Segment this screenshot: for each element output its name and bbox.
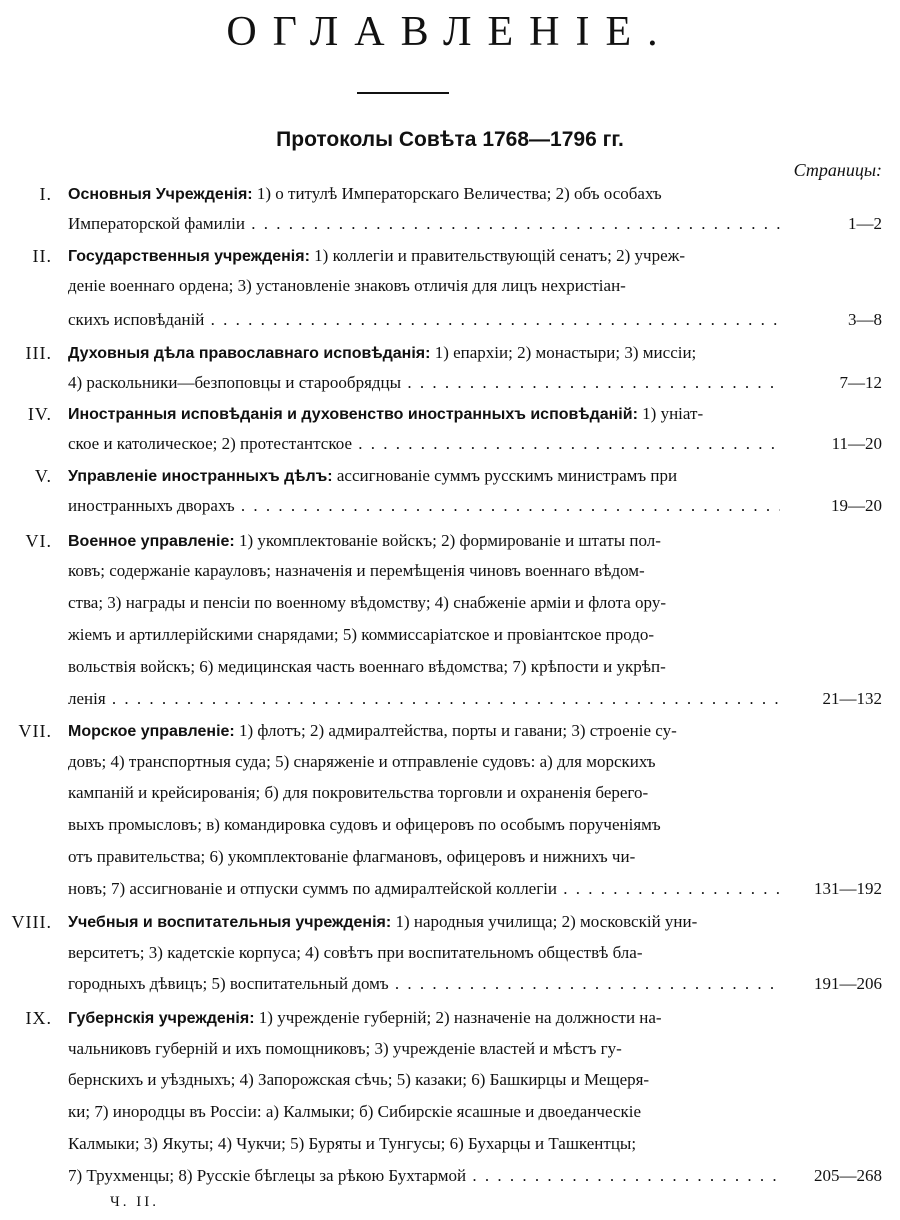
entry-heading: Военное управленіе:: [68, 533, 235, 550]
pages-column-header: Страницы:: [793, 160, 882, 180]
entry-line: ковъ; содержаніе карауловъ; назначенія и перемѣщенія чиновъ военнаго вѣдом-: [68, 561, 645, 580]
entry-line: скихъ исповѣданій . . .: [68, 307, 780, 333]
entry-pages: 205—268: [814, 1166, 882, 1185]
entry-line: верситетъ; 3) кадетскіе корпуса; 4) совѣтъ при воспитательномъ обществѣ бла-: [68, 943, 643, 962]
entry-numeral: I.: [39, 184, 52, 204]
entry-heading: Основныя Учрежденія:: [68, 186, 253, 203]
entry-text: 1) учрежденіе губерній; 2) назначеніе на должности на-: [258, 1008, 662, 1027]
entry-text: 1) епархіи; 2) монастыри; 3) миссіи;: [434, 343, 697, 362]
entry-numeral: IX.: [25, 1008, 52, 1028]
signature-mark: Ч. II.: [110, 1194, 159, 1210]
entry-line: новъ; 7) ассигнованіе и отпуски суммъ по адмиралтейской коллегіи . . .: [68, 876, 780, 902]
entry-text: 1) коллегіи и правительствующій сенатъ; 2) учреж-: [314, 246, 686, 265]
entry-heading: Морское управленіе:: [68, 723, 235, 740]
entry-pages: 11—20: [831, 434, 882, 453]
section-subtitle: Протоколы Совѣта 1768—1796 гг.: [276, 128, 624, 151]
entry-line: выхъ промысловъ; в) командировка судовъ и офицеровъ по особымъ порученіямъ: [68, 815, 661, 834]
entry-text: 1) уніат-: [642, 404, 704, 423]
entry-heading: Учебныя и воспитательныя учрежденія:: [68, 914, 392, 931]
entry-pages: 21—132: [822, 689, 882, 708]
entry-line: ленія . . .: [68, 686, 780, 712]
entry-line: 4) раскольники—безпоповцы и старообрядцы . . .: [68, 370, 780, 396]
entry-line: [68, 528, 661, 554]
entry-line: вольствія войскъ; 6) медицинская часть военнаго вѣдомства; 7) крѣпости и укрѣп-: [68, 657, 666, 676]
entry-line: [68, 1005, 662, 1031]
entry-heading: Управленіе иностранныхъ дѣлъ:: [68, 468, 333, 485]
entry-line: отъ правительства; 6) укомплектованіе флагмановъ, офицеровъ и нижнихъ чи-: [68, 847, 636, 866]
entry-line: [68, 181, 662, 207]
entry-numeral: II.: [32, 246, 52, 266]
entry-numeral: VIII.: [11, 912, 52, 932]
entry-line: иностранныхъ дворахъ . . .: [68, 493, 780, 519]
entry-line: Императорской фамиліи . . .: [68, 211, 780, 237]
entry-text: ассигнованіе суммъ русскимъ министрамъ при: [336, 466, 678, 485]
entry-line: деніе военнаго ордена; 3) установленіе знаковъ отличія для лицъ нехристіан-: [68, 276, 626, 295]
entry-line: [68, 463, 677, 489]
entry-heading: Иностранныя исповѣданія и духовенство иностранныхъ исповѣданій:: [68, 406, 638, 423]
entry-line: [68, 401, 703, 427]
entry-numeral: III.: [25, 343, 52, 363]
entry-line: [68, 340, 696, 366]
entry-line: жіемъ и артиллерійскими снарядами; 5) коммиссаріатское и провіантское продо-: [68, 625, 655, 644]
entry-numeral: VII.: [18, 721, 52, 741]
entry-line: чальниковъ губерній и ихъ помощниковъ; 3) учрежденіе властей и мѣстъ гу-: [68, 1039, 622, 1058]
entry-pages: 131—192: [814, 879, 882, 898]
entry-line: [68, 243, 685, 269]
entry-line: ства; 3) награды и пенсіи по военному вѣдомству; 4) снабженіе арміи и флота ору-: [68, 593, 666, 612]
title-divider: [357, 92, 449, 94]
entry-pages: 3—8: [848, 310, 882, 329]
entry-line: довъ; 4) транспортныя суда; 5) снаряженіе и отправленіе судовъ: а) для морскихъ: [68, 752, 656, 771]
entry-line: бернскихъ и уѣздныхъ; 4) Запорожская сѣчь; 5) казаки; 6) Башкирцы и Мещеря-: [68, 1070, 650, 1089]
entry-numeral: VI.: [25, 531, 52, 551]
entry-line: [68, 718, 677, 744]
entry-line: ки; 7) инородцы въ Россіи: а) Калмыки; б) Сибирскіе ясашные и двоеданческіе: [68, 1102, 642, 1121]
entry-pages: 7—12: [839, 373, 882, 392]
entry-pages: 191—206: [814, 974, 882, 993]
entry-pages: 19—20: [831, 496, 882, 515]
entry-line: городныхъ дѣвицъ; 5) воспитательный домъ . . .: [68, 971, 780, 997]
entry-line: Калмыки; 3) Якуты; 4) Чукчи; 5) Буряты и Тунгусы; 6) Бухарцы и Ташкентцы;: [68, 1134, 637, 1153]
entry-numeral: IV.: [27, 404, 52, 424]
entry-line: 7) Трухменцы; 8) Русскіе бѣглецы за рѣкою Бухтармой . . .: [68, 1163, 780, 1189]
entry-text: 1) флотъ; 2) адмиралтейства, порты и гавани; 3) строеніе су-: [238, 721, 677, 740]
entry-line: ское и католическое; 2) протестантское . . .: [68, 431, 780, 457]
entry-text: 1) народныя училища; 2) московскій уни-: [395, 912, 698, 931]
entry-heading: Губернскія учрежденія:: [68, 1010, 255, 1027]
entry-heading: Духовныя дѣла православнаго исповѣданія:: [68, 345, 431, 362]
entry-line: [68, 909, 697, 935]
page-title: ОГЛАВЛЕНІЕ.: [226, 9, 674, 55]
entry-text: 1) укомплектованіе войскъ; 2) формированіе и штаты пол-: [238, 531, 661, 550]
entry-text: 1) о титулѣ Императорскаго Величества; 2) объ особахъ: [256, 184, 662, 203]
entry-line: кампаній и крейсированія; б) для покровительства торговли и охраненія берего-: [68, 783, 649, 802]
entry-numeral: V.: [34, 466, 52, 486]
entry-pages: 1—2: [848, 214, 882, 233]
entry-heading: Государственныя учрежденія:: [68, 248, 310, 265]
